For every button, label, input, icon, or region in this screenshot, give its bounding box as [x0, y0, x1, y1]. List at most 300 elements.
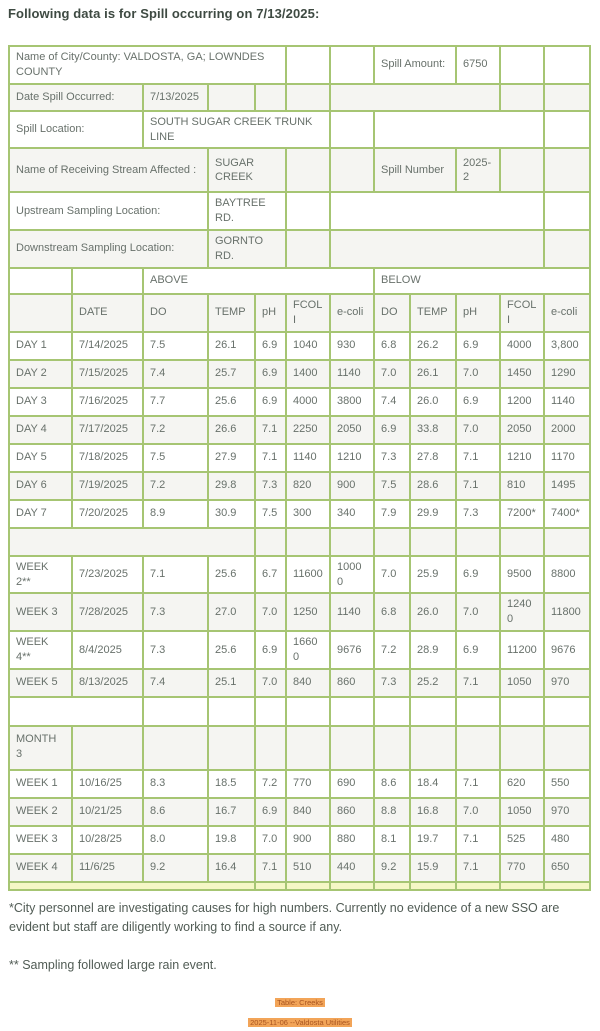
- table-cell-empty: [9, 268, 72, 294]
- table-cell: 7/15/2025: [72, 360, 143, 388]
- table-cell-empty: [286, 230, 330, 268]
- table-row: [9, 770, 590, 798]
- table-cell: 7.0: [456, 798, 500, 826]
- table-cell: 7/17/2025: [72, 416, 143, 444]
- table-cell: 8.6: [143, 798, 208, 826]
- table-cell-empty: [410, 528, 456, 556]
- caption-line-2: 2025-11-06 --Valdosta Utilities: [250, 1017, 350, 1027]
- table-cell: 25.6: [208, 631, 255, 669]
- table-cell: 770: [286, 770, 330, 798]
- table-cell: BELOW: [374, 268, 590, 294]
- table-cell: 10000: [330, 556, 374, 594]
- table-cell: DAY 3: [9, 388, 72, 416]
- table-cell: DAY 4: [9, 416, 72, 444]
- table-cell: pH: [456, 294, 500, 332]
- table-cell: 27.0: [208, 593, 255, 631]
- table-row: [9, 332, 590, 360]
- table-cell: 860: [330, 669, 374, 697]
- table-cell-empty: [286, 192, 330, 230]
- table-cell: 6.9: [255, 360, 286, 388]
- table-cell-empty: [9, 697, 143, 726]
- table-cell: WEEK 4**: [9, 631, 72, 669]
- table-cell-empty: [330, 882, 374, 890]
- table-cell-empty: [544, 528, 590, 556]
- table-row: [9, 268, 590, 294]
- table-cell: 440: [330, 854, 374, 882]
- table-cell-empty: [410, 726, 456, 770]
- table-cell: 7.1: [456, 472, 500, 500]
- table-cell: SUGAR CREEK: [208, 148, 286, 192]
- table-cell: 6.9: [456, 556, 500, 594]
- table-cell: 8/13/2025: [72, 669, 143, 697]
- table-cell: TEMP: [208, 294, 255, 332]
- table-cell: 1290: [544, 360, 590, 388]
- table-cell-empty: [374, 697, 410, 726]
- table-cell: 620: [500, 770, 544, 798]
- table-cell: 19.8: [208, 826, 255, 854]
- table-cell: pH: [255, 294, 286, 332]
- table-cell-empty: [255, 697, 286, 726]
- caption-line-1: Table: Creeks: [277, 997, 323, 1007]
- table-cell: 930: [330, 332, 374, 360]
- table-cell-empty: [456, 882, 500, 890]
- table-cell: 4000: [500, 332, 544, 360]
- table-cell-empty: [143, 697, 208, 726]
- table-cell-empty: [544, 726, 590, 770]
- table-cell-empty: [330, 697, 374, 726]
- table-cell-empty: [72, 268, 143, 294]
- table-cell: 510: [286, 854, 330, 882]
- table-cell: 820: [286, 472, 330, 500]
- table-cell: Spill Location:: [9, 111, 143, 149]
- table-cell: Name of City/County: VALDOSTA, GA; LOWNDES COUNTY: [9, 46, 286, 84]
- table-cell: DAY 5: [9, 444, 72, 472]
- table-cell: 18.5: [208, 770, 255, 798]
- table-cell: GORNTO RD.: [208, 230, 286, 268]
- table-cell-empty: [500, 84, 544, 111]
- table-cell: 8.1: [374, 826, 410, 854]
- table-cell: 7.0: [456, 416, 500, 444]
- table-cell: 3,800: [544, 332, 590, 360]
- table-cell: WEEK 3: [9, 593, 72, 631]
- table-cell: 900: [286, 826, 330, 854]
- table-cell: 6.9: [374, 416, 410, 444]
- table-cell: 25.1: [208, 669, 255, 697]
- table-cell: 19.7: [410, 826, 456, 854]
- table-cell: Spill Number: [374, 148, 456, 192]
- table-cell-empty: [255, 726, 286, 770]
- table-cell: 6.8: [374, 593, 410, 631]
- table-cell: 7.3: [143, 631, 208, 669]
- table-cell: 7.2: [143, 472, 208, 500]
- table-cell-empty: [374, 111, 544, 149]
- table-cell-empty: [330, 84, 500, 111]
- table-cell-empty: [208, 726, 255, 770]
- table-cell: DO: [143, 294, 208, 332]
- table-cell-empty: [374, 528, 410, 556]
- table-cell: 7.0: [255, 593, 286, 631]
- table-row: [9, 416, 590, 444]
- table-cell: 2025-2: [456, 148, 500, 192]
- footnotes: [8, 899, 592, 975]
- table-cell: 26.6: [208, 416, 255, 444]
- table-cell: 16600: [286, 631, 330, 669]
- table-cell-empty: [286, 726, 330, 770]
- table-cell-empty: [72, 726, 143, 770]
- table-cell: 9.2: [143, 854, 208, 882]
- table-cell: 9676: [330, 631, 374, 669]
- table-cell: 840: [286, 798, 330, 826]
- table-cell: 7.0: [255, 669, 286, 697]
- table-cell: DATE: [72, 294, 143, 332]
- table-row: [9, 230, 590, 268]
- table-cell: e-coli: [544, 294, 590, 332]
- table-row: [9, 669, 590, 697]
- table-cell-empty: [255, 882, 286, 890]
- table-cell-empty: [544, 46, 590, 84]
- table-cell-empty: [330, 230, 544, 268]
- table-cell: 16.7: [208, 798, 255, 826]
- table-cell: 11800: [544, 593, 590, 631]
- table-cell: 6.7: [255, 556, 286, 594]
- table-cell: 900: [330, 472, 374, 500]
- table-cell: Upstream Sampling Location:: [9, 192, 208, 230]
- table-cell: 10/16/25: [72, 770, 143, 798]
- table-cell-empty: [286, 46, 330, 84]
- table-cell: 7.2: [255, 770, 286, 798]
- table-cell: 970: [544, 669, 590, 697]
- table-cell: 25.6: [208, 388, 255, 416]
- table-cell-empty: [374, 882, 410, 890]
- table-cell: 7.1: [456, 770, 500, 798]
- table-cell-empty: [9, 882, 255, 890]
- table-cell: 7.1: [255, 416, 286, 444]
- table-cell-empty: [500, 148, 544, 192]
- table-cell-empty: [208, 697, 255, 726]
- table-cell: WEEK 5: [9, 669, 72, 697]
- table-cell: FCOLI: [500, 294, 544, 332]
- table-cell: 1170: [544, 444, 590, 472]
- table-row: [9, 726, 590, 770]
- table-cell: 7400*: [544, 500, 590, 528]
- table-cell: 7/20/2025: [72, 500, 143, 528]
- table-cell-empty: [500, 46, 544, 84]
- table-cell-empty: [255, 528, 286, 556]
- table-row: [9, 798, 590, 826]
- table-cell: 9500: [500, 556, 544, 594]
- table-cell: 26.2: [410, 332, 456, 360]
- table-cell-empty: [9, 528, 255, 556]
- table-cell: 10/21/25: [72, 798, 143, 826]
- table-cell: 7.4: [143, 360, 208, 388]
- table-cell: 650: [544, 854, 590, 882]
- table-cell: 8/4/2025: [72, 631, 143, 669]
- table-cell-empty: [500, 726, 544, 770]
- table-cell-empty: [208, 84, 255, 111]
- table-cell: 26.1: [208, 332, 255, 360]
- table-cell-empty: [544, 882, 590, 890]
- table-cell: 300: [286, 500, 330, 528]
- table-cell: 7.3: [374, 669, 410, 697]
- table-cell: 6.9: [255, 388, 286, 416]
- table-cell: 6.9: [456, 388, 500, 416]
- table-cell: 16.8: [410, 798, 456, 826]
- table-cell: 7.4: [374, 388, 410, 416]
- table-cell: 7.1: [255, 854, 286, 882]
- spill-data-table: [8, 45, 591, 891]
- table-cell: 7/18/2025: [72, 444, 143, 472]
- table-cell: 1400: [286, 360, 330, 388]
- table-cell: 1210: [330, 444, 374, 472]
- table-cell: TEMP: [410, 294, 456, 332]
- table-row: [9, 46, 590, 84]
- table-cell: DAY 7: [9, 500, 72, 528]
- table-cell: 7.3: [456, 500, 500, 528]
- table-cell: 7.1: [143, 556, 208, 594]
- table-cell: 7/13/2025: [143, 84, 208, 111]
- table-cell: 1250: [286, 593, 330, 631]
- table-cell: 7.0: [374, 360, 410, 388]
- table-cell-empty: [286, 84, 330, 111]
- table-cell: 7.9: [374, 500, 410, 528]
- table-cell-empty: [544, 148, 590, 192]
- table-cell: 11600: [286, 556, 330, 594]
- table-cell: 9.2: [374, 854, 410, 882]
- table-cell: 550: [544, 770, 590, 798]
- table-cell: 1200: [500, 388, 544, 416]
- table-cell: 6.9: [456, 631, 500, 669]
- table-cell: 8800: [544, 556, 590, 594]
- table-cell: 970: [544, 798, 590, 826]
- table-cell: 7.5: [143, 332, 208, 360]
- table-cell: 26.0: [410, 388, 456, 416]
- table-cell: 7.1: [456, 444, 500, 472]
- table-cell: 29.9: [410, 500, 456, 528]
- table-cell: DAY 6: [9, 472, 72, 500]
- table-cell: 4000: [286, 388, 330, 416]
- table-cell: MONTH 3: [9, 726, 72, 770]
- table-cell: 7/16/2025: [72, 388, 143, 416]
- table-cell-empty: [456, 726, 500, 770]
- table-cell: 7.2: [143, 416, 208, 444]
- table-cell: 10/28/25: [72, 826, 143, 854]
- table-cell: WEEK 4: [9, 854, 72, 882]
- table-cell-empty: [544, 111, 590, 149]
- table-row: [9, 556, 590, 594]
- table-row: [9, 631, 590, 669]
- table-cell: 6750: [456, 46, 500, 84]
- table-cell: 1050: [500, 669, 544, 697]
- table-cell: 15.9: [410, 854, 456, 882]
- table-row: [9, 826, 590, 854]
- table-cell: 25.2: [410, 669, 456, 697]
- table-row: [9, 192, 590, 230]
- table-cell: SOUTH SUGAR CREEK TRUNK LINE: [143, 111, 330, 149]
- table-cell: 7.3: [255, 472, 286, 500]
- table-cell: e-coli: [330, 294, 374, 332]
- table-cell: 6.9: [255, 631, 286, 669]
- table-cell: 7/14/2025: [72, 332, 143, 360]
- table-cell-empty: [330, 192, 544, 230]
- table-cell: 8.3: [143, 770, 208, 798]
- table-cell-empty: [286, 148, 330, 192]
- table-row: [9, 444, 590, 472]
- table-cell-empty: [544, 84, 590, 111]
- table-cell: 1450: [500, 360, 544, 388]
- table-cell-empty: [456, 528, 500, 556]
- table-cell: 7.5: [143, 444, 208, 472]
- table-cell: DAY 2: [9, 360, 72, 388]
- table-cell: WEEK 2: [9, 798, 72, 826]
- table-cell-empty: [500, 697, 544, 726]
- table-cell: 26.1: [410, 360, 456, 388]
- table-cell: 690: [330, 770, 374, 798]
- table-cell: 480: [544, 826, 590, 854]
- table-row: [9, 528, 590, 556]
- table-cell: 25.9: [410, 556, 456, 594]
- table-cell: 7/28/2025: [72, 593, 143, 631]
- table-cell: 12400: [500, 593, 544, 631]
- table-cell: 11200: [500, 631, 544, 669]
- table-cell: 27.8: [410, 444, 456, 472]
- table-cell: 7.0: [456, 593, 500, 631]
- table-cell: 7.3: [143, 593, 208, 631]
- footnote-rain-event: ** Sampling followed large rain event.: [9, 957, 217, 972]
- table-row: [9, 111, 590, 149]
- table-cell-empty: [286, 528, 330, 556]
- table-cell-empty: [330, 111, 374, 149]
- table-cell: 1140: [330, 593, 374, 631]
- footnote-high-numbers: *City personnel are investigating causes for high numbers. Currently no evidence of a new SSO are evident but staff are diligently working to find a source if any.: [9, 900, 560, 935]
- table-cell: 7.0: [456, 360, 500, 388]
- table-cell-empty: [255, 84, 286, 111]
- table-cell: 7.1: [456, 826, 500, 854]
- table-cell: 7.1: [255, 444, 286, 472]
- table-cell: 2000: [544, 416, 590, 444]
- table-cell: 25.6: [208, 556, 255, 594]
- table-cell-empty: [544, 697, 590, 726]
- table-cell: 860: [330, 798, 374, 826]
- table-cell: 33.8: [410, 416, 456, 444]
- table-cell: 1050: [500, 798, 544, 826]
- table-cell: 1495: [544, 472, 590, 500]
- table-cell: 25.7: [208, 360, 255, 388]
- table-cell-empty: [143, 726, 208, 770]
- table-cell: 7200*: [500, 500, 544, 528]
- table-cell-empty: [330, 148, 374, 192]
- page-title: Following data is for Spill occurring on 7/13/2025:: [8, 6, 320, 21]
- table-row: [9, 854, 590, 882]
- table-cell: WEEK 2**: [9, 556, 72, 594]
- table-cell: 7.0: [374, 556, 410, 594]
- table-row: [9, 472, 590, 500]
- table-cell: 8.9: [143, 500, 208, 528]
- table-cell: 2050: [500, 416, 544, 444]
- table-cell: DO: [374, 294, 410, 332]
- table-cell: 1040: [286, 332, 330, 360]
- table-cell: 8.6: [374, 770, 410, 798]
- table-cell: 810: [500, 472, 544, 500]
- table-cell: Name of Receiving Stream Affected :: [9, 148, 208, 192]
- table-cell: 2250: [286, 416, 330, 444]
- table-cell: 26.0: [410, 593, 456, 631]
- table-caption: [8, 991, 592, 1031]
- table-cell-empty: [410, 697, 456, 726]
- table-cell: 1140: [544, 388, 590, 416]
- table-cell: WEEK 3: [9, 826, 72, 854]
- table-cell: 7.0: [255, 826, 286, 854]
- table-cell: 30.9: [208, 500, 255, 528]
- table-cell-empty: [410, 882, 456, 890]
- table-cell: ABOVE: [143, 268, 374, 294]
- table-cell: 7.7: [143, 388, 208, 416]
- table-cell-empty: [544, 192, 590, 230]
- table-cell: 6.9: [255, 332, 286, 360]
- table-row: [9, 593, 590, 631]
- table-cell: 9676: [544, 631, 590, 669]
- table-cell: 7.4: [143, 669, 208, 697]
- table-cell-empty: [9, 294, 72, 332]
- table-cell-empty: [374, 726, 410, 770]
- table-cell-empty: [330, 726, 374, 770]
- table-cell: 525: [500, 826, 544, 854]
- table-cell: FCOLI: [286, 294, 330, 332]
- table-row: [9, 882, 590, 890]
- table-cell: 7.5: [374, 472, 410, 500]
- table-cell: 1140: [286, 444, 330, 472]
- table-row: [9, 697, 590, 726]
- table-cell: 8.8: [374, 798, 410, 826]
- table-row: [9, 388, 590, 416]
- table-cell: 7.1: [456, 669, 500, 697]
- table-cell: 11/6/25: [72, 854, 143, 882]
- table-cell: 7/19/2025: [72, 472, 143, 500]
- table-cell: Date Spill Occurred:: [9, 84, 143, 111]
- table-cell-empty: [500, 882, 544, 890]
- table-cell: 28.9: [410, 631, 456, 669]
- table-cell: 8.0: [143, 826, 208, 854]
- table-cell: 27.9: [208, 444, 255, 472]
- table-cell-empty: [500, 528, 544, 556]
- table-row: [9, 360, 590, 388]
- table-cell: 880: [330, 826, 374, 854]
- table-cell: 7.2: [374, 631, 410, 669]
- table-cell: DAY 1: [9, 332, 72, 360]
- table-cell: 840: [286, 669, 330, 697]
- table-row: [9, 294, 590, 332]
- table-cell-empty: [286, 882, 330, 890]
- table-row: [9, 500, 590, 528]
- table-cell: 7.3: [374, 444, 410, 472]
- table-cell-empty: [330, 528, 374, 556]
- table-cell: 340: [330, 500, 374, 528]
- table-cell: 2050: [330, 416, 374, 444]
- table-cell: Downstream Sampling Location:: [9, 230, 208, 268]
- table-cell-empty: [286, 697, 330, 726]
- table-cell: 29.8: [208, 472, 255, 500]
- table-cell-empty: [330, 46, 374, 84]
- table-cell: 18.4: [410, 770, 456, 798]
- table-cell: 6.9: [255, 798, 286, 826]
- table-cell: BAYTREE RD.: [208, 192, 286, 230]
- table-cell: 3800: [330, 388, 374, 416]
- table-cell: 16.4: [208, 854, 255, 882]
- table-cell-empty: [544, 230, 590, 268]
- table-cell: 28.6: [410, 472, 456, 500]
- table-cell: WEEK 1: [9, 770, 72, 798]
- table-row: [9, 84, 590, 111]
- table-cell: 6.9: [456, 332, 500, 360]
